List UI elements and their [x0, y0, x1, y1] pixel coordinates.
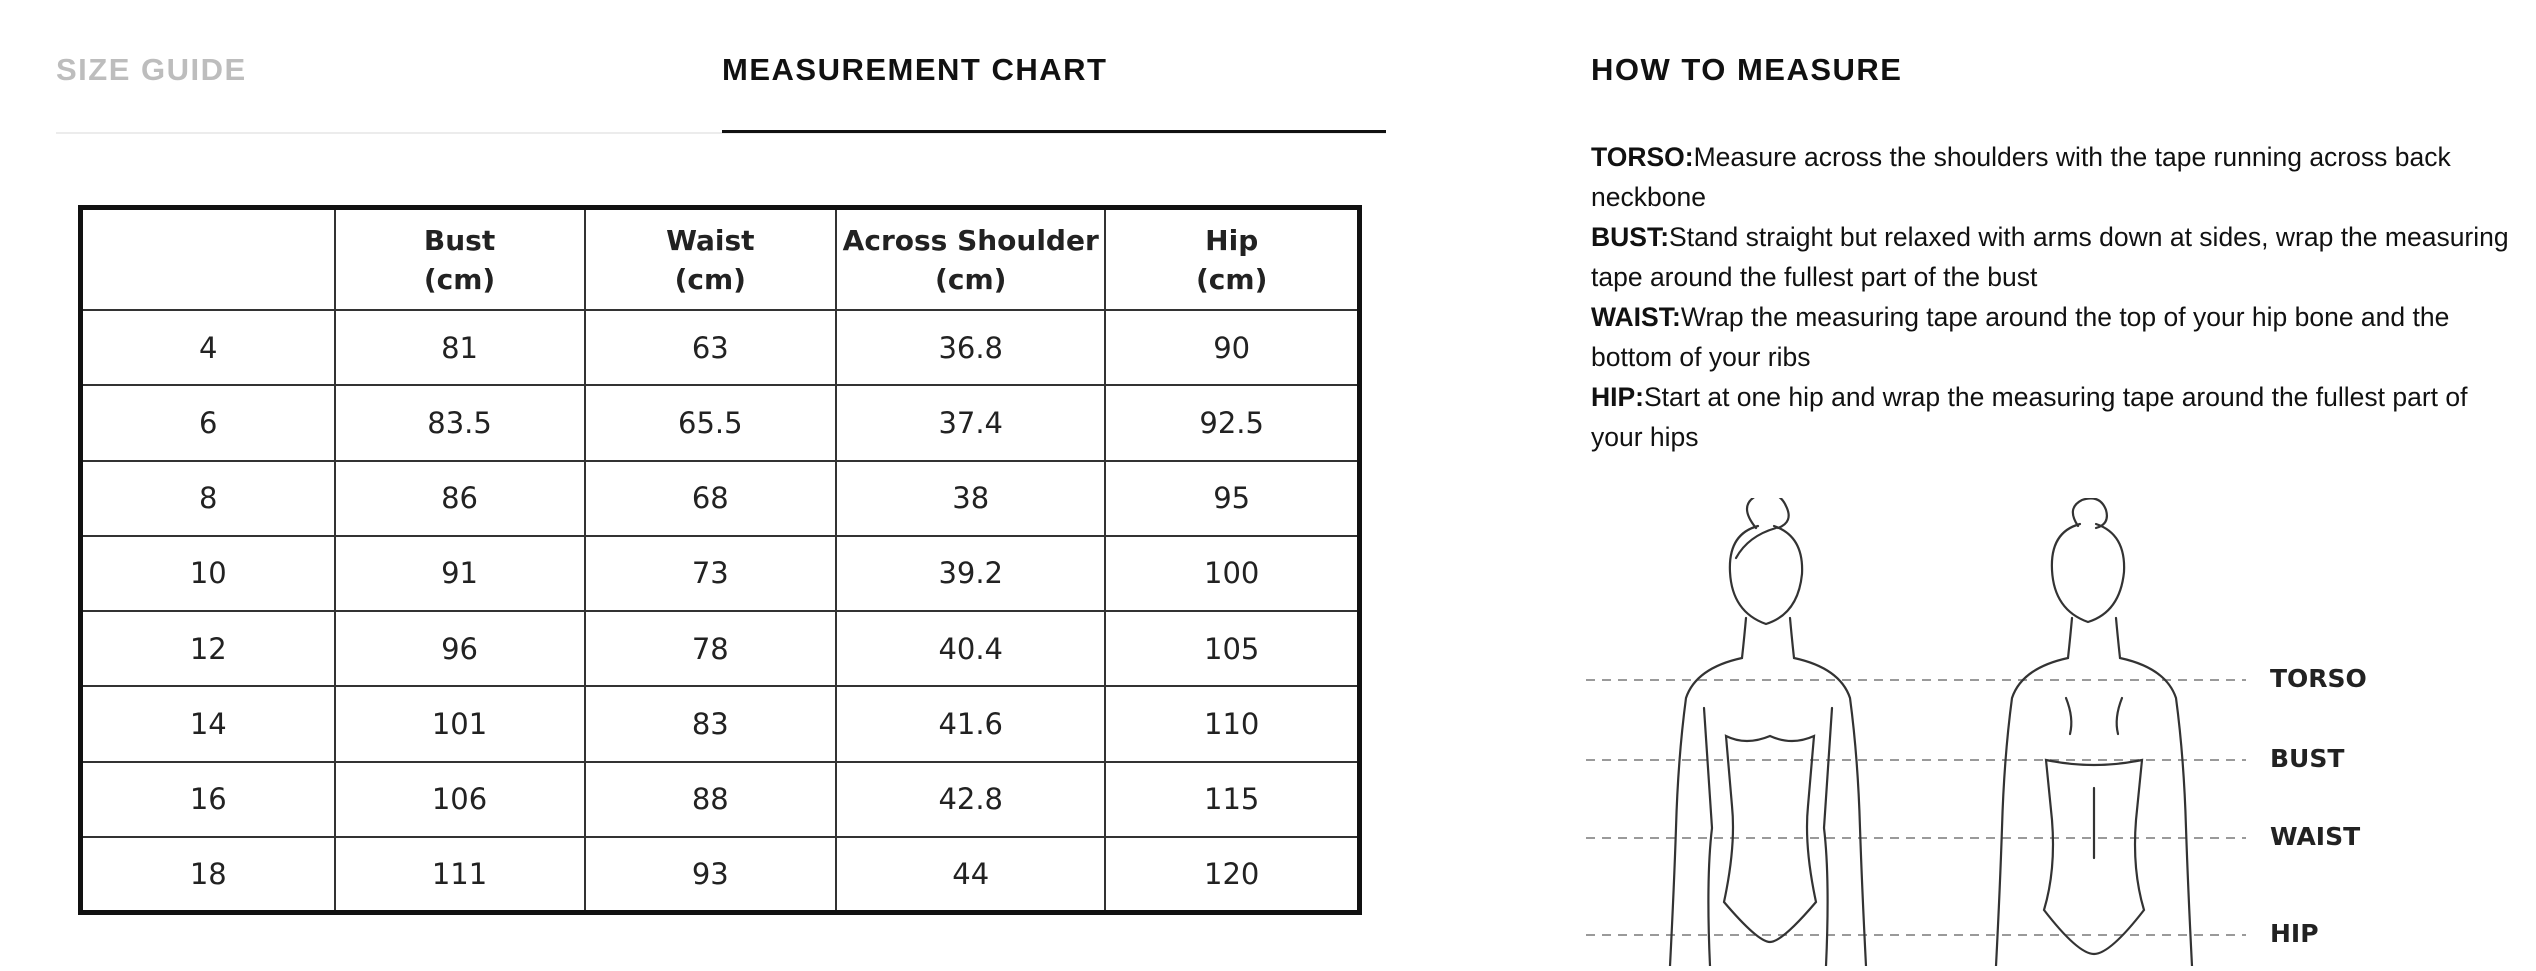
- body-diagram-illustration: [1586, 498, 2346, 966]
- header-unit: (cm): [1196, 262, 1268, 296]
- header-unit: (cm): [423, 262, 496, 296]
- header-unit: (cm): [935, 262, 1007, 296]
- shoulder-cell: 42.8: [836, 762, 1105, 837]
- size-cell: 4: [83, 310, 335, 385]
- header-cell-size: [83, 210, 335, 310]
- instruction-torso: [1591, 137, 2521, 217]
- bust-cell: 101: [335, 686, 585, 761]
- header-cell-across-shoulder: [836, 210, 1105, 310]
- bust-cell: 83.5: [335, 385, 585, 460]
- hip-cell: 115: [1105, 762, 1357, 837]
- table-row: [83, 686, 1357, 761]
- how-to-measure-instructions: [1591, 137, 2521, 457]
- shoulder-cell: 41.6: [836, 686, 1105, 761]
- header-cell-waist: [585, 210, 837, 310]
- tab-size-guide[interactable]: SIZE GUIDE: [56, 52, 247, 87]
- table-row: [83, 461, 1357, 536]
- header-label: Bust: [423, 223, 496, 257]
- size-cell: 8: [83, 461, 335, 536]
- size-cell: 16: [83, 762, 335, 837]
- instruction-label: TORSO:: [1591, 142, 1694, 172]
- table-row: [83, 385, 1357, 460]
- header-unit: (cm): [674, 262, 746, 296]
- size-cell: 10: [83, 536, 335, 611]
- table-row: [83, 536, 1357, 611]
- size-cell: 14: [83, 686, 335, 761]
- tab-measurement-chart[interactable]: MEASUREMENT CHART: [722, 52, 1108, 87]
- figure-label-torso: TORSO: [2270, 664, 2367, 693]
- instruction-waist: [1591, 297, 2521, 377]
- figure-label-waist: WAIST: [2270, 822, 2361, 851]
- waist-cell: 83: [585, 686, 837, 761]
- shoulder-cell: 37.4: [836, 385, 1105, 460]
- size-cell: 18: [83, 837, 335, 910]
- header-cell-bust: [335, 210, 585, 310]
- instruction-text: Start at one hip and wrap the measuring tape around the fullest part of your hips: [1591, 382, 2468, 452]
- table-header-row: [83, 210, 1357, 310]
- instruction-label: BUST:: [1591, 222, 1670, 252]
- hip-cell: 105: [1105, 611, 1357, 686]
- table-row: [83, 310, 1357, 385]
- waist-cell: 65.5: [585, 385, 837, 460]
- how-to-measure-title: HOW TO MEASURE: [1591, 52, 1903, 87]
- measurement-table: [83, 210, 1357, 910]
- instruction-label: HIP:: [1591, 382, 1644, 412]
- waist-cell: 73: [585, 536, 837, 611]
- tab-bar: [56, 0, 1386, 134]
- bust-cell: 86: [335, 461, 585, 536]
- header-label: Hip: [1205, 223, 1259, 257]
- table-row: [83, 762, 1357, 837]
- shoulder-cell: 38: [836, 461, 1105, 536]
- waist-cell: 63: [585, 310, 837, 385]
- table-row: [83, 837, 1357, 910]
- measurement-chart: [78, 205, 1362, 915]
- bust-cell: 81: [335, 310, 585, 385]
- figure-label-hip: HIP: [2270, 919, 2319, 948]
- shoulder-cell: 40.4: [836, 611, 1105, 686]
- bust-cell: 106: [335, 762, 585, 837]
- waist-cell: 93: [585, 837, 837, 910]
- active-tab-indicator: [722, 130, 1386, 133]
- header-cell-hip: [1105, 210, 1357, 310]
- hip-cell: 100: [1105, 536, 1357, 611]
- hip-cell: 95: [1105, 461, 1357, 536]
- waist-cell: 78: [585, 611, 837, 686]
- bust-cell: 91: [335, 536, 585, 611]
- shoulder-cell: 36.8: [836, 310, 1105, 385]
- instruction-label: WAIST:: [1591, 302, 1681, 332]
- hip-cell: 92.5: [1105, 385, 1357, 460]
- instruction-text: Wrap the measuring tape around the top of your hip bone and the bottom of your ribs: [1591, 302, 2450, 372]
- size-cell: 12: [83, 611, 335, 686]
- shoulder-cell: 44: [836, 837, 1105, 910]
- table-row: [83, 611, 1357, 686]
- instruction-text: Stand straight but relaxed with arms down at sides, wrap the measuring tape around the fullest part of the bust: [1591, 222, 2509, 292]
- bust-cell: 111: [335, 837, 585, 910]
- figure-label-bust: BUST: [2270, 744, 2345, 773]
- instruction-bust: [1591, 217, 2521, 297]
- shoulder-cell: 39.2: [836, 536, 1105, 611]
- waist-cell: 88: [585, 762, 837, 837]
- body-measurement-figure: [1586, 498, 2367, 966]
- hip-cell: 120: [1105, 837, 1357, 910]
- size-cell: 6: [83, 385, 335, 460]
- header-label: Across Shoulder: [842, 223, 1099, 257]
- instruction-text: Measure across the shoulders with the tape running across back neckbone: [1591, 142, 2451, 212]
- header-label: Waist: [666, 223, 755, 257]
- bust-cell: 96: [335, 611, 585, 686]
- hip-cell: 90: [1105, 310, 1357, 385]
- instruction-hip: [1591, 377, 2521, 457]
- hip-cell: 110: [1105, 686, 1357, 761]
- waist-cell: 68: [585, 461, 837, 536]
